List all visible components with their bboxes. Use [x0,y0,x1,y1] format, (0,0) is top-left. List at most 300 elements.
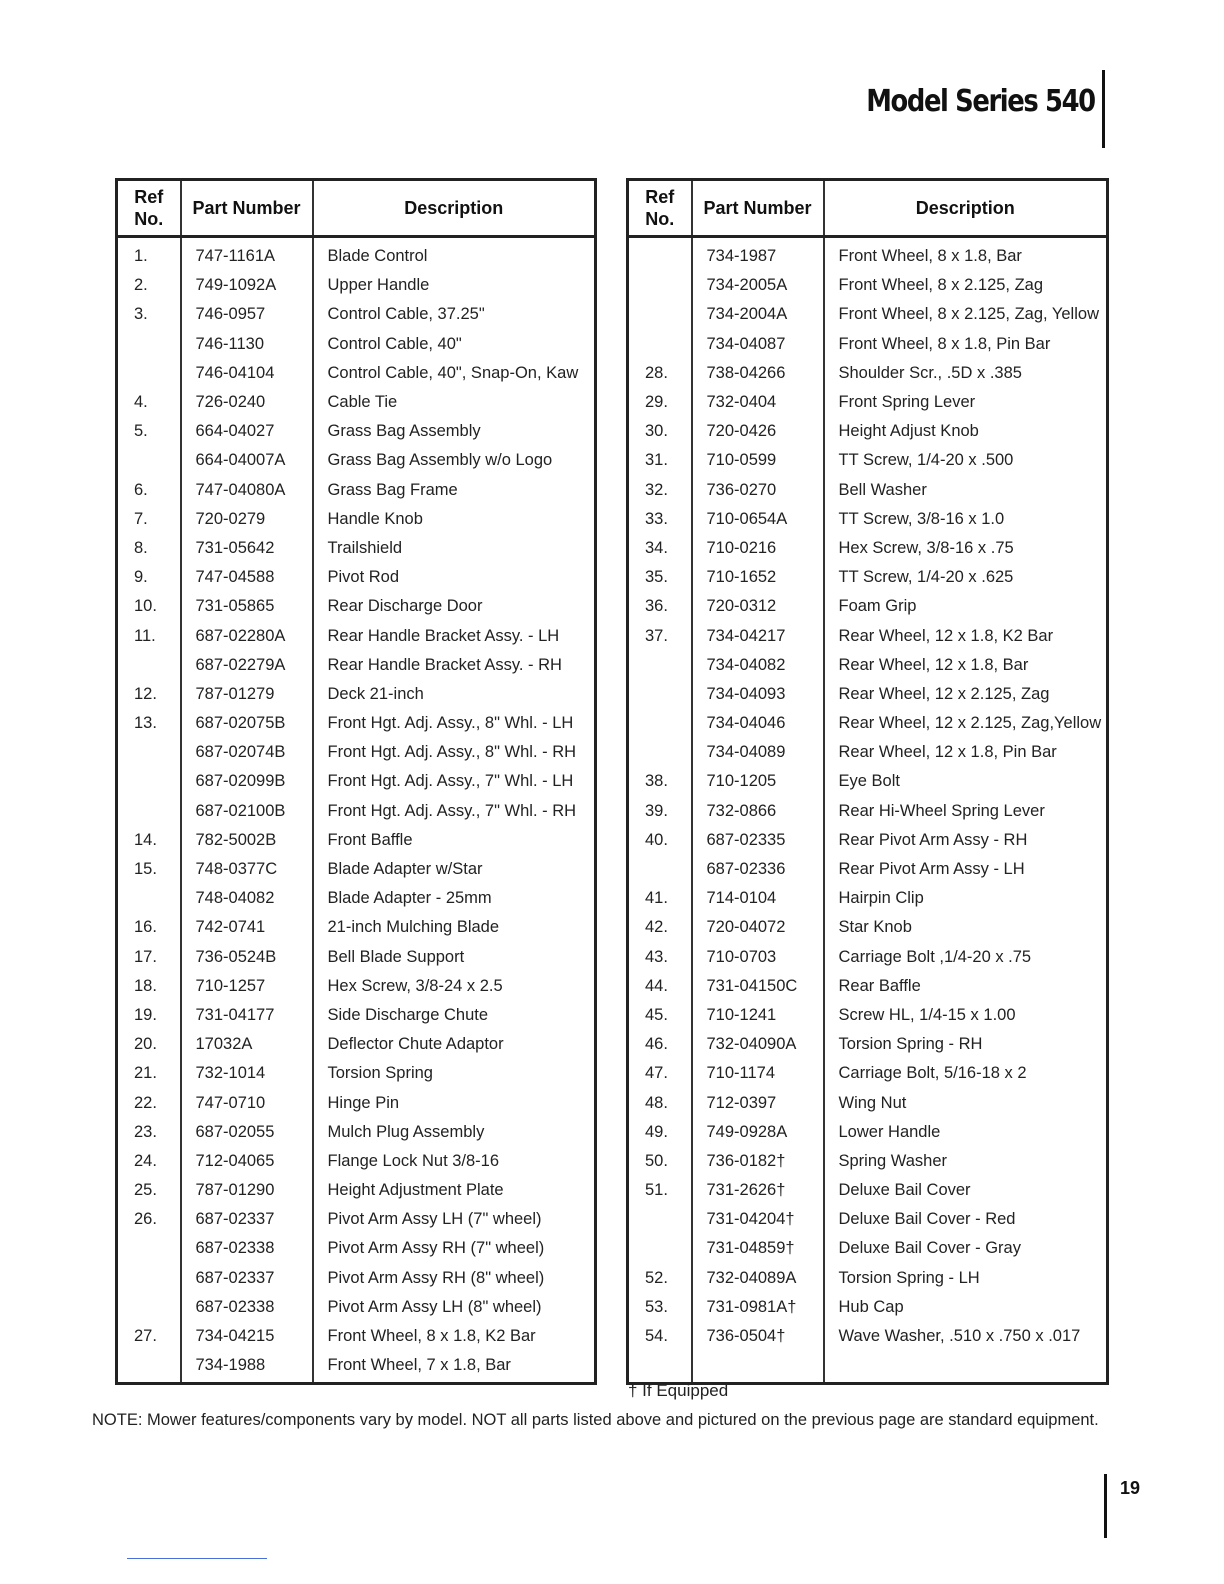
table-row [628,884,1108,913]
page-number: 19 [1120,1478,1141,1498]
part-number-cell: 710-0703 [692,943,824,972]
ref-number-cell [628,237,692,272]
ref-number-cell [628,300,692,329]
table-row [117,1351,596,1384]
part-number-cell: 664-04027 [181,417,313,446]
description-cell: Rear Handle Bracket Assy. - LH [313,621,596,650]
part-number-cell: 747-1161A [181,237,313,272]
table-row [628,1001,1108,1030]
description-cell: Rear Wheel, 12 x 2.125, Zag [824,680,1108,709]
ref-number-cell: 26. [134,1210,157,1229]
part-number-cell: 732-0404 [692,388,824,417]
ref-number-cell [117,1293,181,1322]
part-number-cell: 720-04072 [692,913,824,942]
description-cell: Deluxe Bail Cover - Gray [824,1234,1108,1263]
parts-table-right-body [628,237,1108,1384]
description-cell: Pivot Arm Assy LH (8" wheel) [313,1293,596,1322]
part-number-cell: 687-02280A [181,621,313,650]
table-row [628,1205,1108,1234]
ref-number-cell: 28. [645,363,668,382]
description-cell: TT Screw, 3/8-16 x 1.0 [824,505,1108,534]
table-row [628,417,1108,446]
table-row [117,563,596,592]
description-cell: Handle Knob [313,505,596,534]
table-row [628,1234,1108,1263]
ref-number-cell: 47. [645,1064,668,1083]
part-number-cell: 710-0216 [692,534,824,563]
part-number-cell: 736-0504† [692,1322,824,1351]
table-row [117,884,596,913]
description-cell: Rear Wheel, 12 x 1.8, K2 Bar [824,621,1108,650]
part-number-cell: 17032A [181,1030,313,1059]
description-cell: Bell Washer [824,476,1108,505]
part-number-cell: 687-02074B [181,738,313,767]
description-cell: Deck 21-inch [313,680,596,709]
table-row [117,1088,596,1117]
ref-number-cell: 46. [645,1035,668,1054]
part-number-cell: 687-02099B [181,767,313,796]
ref-number-cell: 17. [134,947,157,966]
title-divider [1102,70,1105,148]
table-row [628,913,1108,942]
part-number-cell: 732-1014 [181,1059,313,1088]
ref-number-cell: 34. [645,538,668,557]
description-cell: Side Discharge Chute [313,1001,596,1030]
table-row [117,237,596,272]
ref-number-cell [628,651,692,680]
ref-number-cell: 39. [645,801,668,820]
table-row [117,1001,596,1030]
description-cell: Control Cable, 40", Snap-On, Kaw [313,359,596,388]
description-cell: Foam Grip [824,592,1108,621]
ref-number-cell: 23. [134,1122,157,1141]
part-number-cell: 731-0981A† [692,1293,824,1322]
part-number-cell: 748-04082 [181,884,313,913]
part-number-cell: 734-04217 [692,621,824,650]
table-row [628,797,1108,826]
table-row [628,1030,1108,1059]
ref-number-cell: 37. [645,626,668,645]
description-cell: Rear Wheel, 12 x 1.8, Pin Bar [824,738,1108,767]
description-cell: Shoulder Scr., .5D x .385 [824,359,1108,388]
table-row [628,1118,1108,1147]
part-number-cell: 742-0741 [181,913,313,942]
ref-number-cell [117,884,181,913]
description-cell: Hub Cap [824,1293,1108,1322]
part-number-cell: 734-1987 [692,237,824,272]
ref-number-cell: 33. [645,509,668,528]
description-cell: Front Baffle [313,826,596,855]
part-number-cell: 734-04093 [692,680,824,709]
part-number-cell: 734-04089 [692,738,824,767]
part-number-cell: 687-02335 [692,826,824,855]
part-number-cell: 738-04266 [692,359,824,388]
table-row [628,1088,1108,1117]
part-number-cell: 710-0654A [692,505,824,534]
ref-number-cell: 7. [134,509,148,528]
table-header-row [628,180,1108,237]
table-row [117,738,596,767]
ref-number-cell: 43. [645,947,668,966]
part-number-cell: 734-2005A [692,271,824,300]
description-cell: Pivot Rod [313,563,596,592]
table-row [117,913,596,942]
ref-number-cell: 35. [645,568,668,587]
ref-number-cell [117,797,181,826]
table-row [628,1059,1108,1088]
description-cell: Rear Wheel, 12 x 1.8, Bar [824,651,1108,680]
ref-number-cell: 19. [134,1005,157,1024]
description-cell: Front Wheel, 8 x 2.125, Zag [824,271,1108,300]
ref-number-cell: 21. [134,1064,157,1083]
part-number-cell: 732-04089A [692,1264,824,1293]
part-number-cell: 731-04859† [692,1234,824,1263]
ref-number-cell [628,709,692,738]
table-row [117,1205,596,1234]
ref-number-cell [628,680,692,709]
part-number-cell: 787-01279 [181,680,313,709]
ref-number-cell: 18. [134,976,157,995]
table-row [117,826,596,855]
description-cell: Rear Handle Bracket Assy. - RH [313,651,596,680]
description-cell: Rear Baffle [824,972,1108,1001]
table-row [117,1322,596,1351]
part-number-cell: 747-0710 [181,1088,313,1117]
part-number-cell: 734-04082 [692,651,824,680]
description-cell: Hairpin Clip [824,884,1108,913]
description-cell: Front Hgt. Adj. Assy., 7" Whl. - RH [313,797,596,826]
description-cell: Spring Washer [824,1147,1108,1176]
part-number-cell: 710-1652 [692,563,824,592]
ref-number-cell: 42. [645,918,668,937]
description-cell: Blade Adapter - 25mm [313,884,596,913]
table-row [117,1147,596,1176]
table-row [628,738,1108,767]
description-cell: Deflector Chute Adaptor [313,1030,596,1059]
ref-number-cell [628,1234,692,1263]
table-row [628,1322,1108,1351]
ref-number-cell: 4. [134,393,148,412]
part-number-cell: 782-5002B [181,826,313,855]
table-row [628,1264,1108,1293]
column-header-part-number: Part Number [181,180,313,237]
table-row [117,972,596,1001]
description-cell: Rear Pivot Arm Assy - LH [824,855,1108,884]
part-number-cell: 710-1205 [692,767,824,796]
ref-number-cell: 54. [645,1327,668,1346]
table-row [628,592,1108,621]
description-cell: Front Wheel, 8 x 1.8, Bar [824,237,1108,272]
ref-number-cell: 13. [134,714,157,733]
part-number-cell: 746-0957 [181,300,313,329]
ref-number-cell: 38. [645,772,668,791]
description-cell: Hex Screw, 3/8-16 x .75 [824,534,1108,563]
table-row [117,534,596,563]
part-number-cell: 749-0928A [692,1118,824,1147]
description-cell: TT Screw, 1/4-20 x .500 [824,446,1108,475]
table-row [628,1176,1108,1205]
part-number-cell: 736-0182† [692,1147,824,1176]
table-row [117,1118,596,1147]
table-row [117,709,596,738]
table-row [628,855,1108,884]
footnote: † If Equipped [628,1381,729,1400]
ref-number-cell: 50. [645,1151,668,1170]
table-row [117,1234,596,1263]
table-row [117,621,596,650]
part-number-cell: 687-02336 [692,855,824,884]
ref-number-cell: 2. [134,276,148,295]
part-number-cell: 748-0377C [181,855,313,884]
description-cell: Front Hgt. Adj. Assy., 8" Whl. - LH [313,709,596,738]
table-row [117,476,596,505]
part-number-cell: 710-0599 [692,446,824,475]
ref-number-cell: 45. [645,1005,668,1024]
ref-number-cell [628,330,692,359]
description-cell: Front Spring Lever [824,388,1108,417]
ref-number-cell: 6. [134,480,148,499]
description-cell: Hex Screw, 3/8-24 x 2.5 [313,972,596,1001]
hyperlink-underline[interactable] [127,1558,267,1559]
ref-number-cell: 3. [134,305,148,324]
part-number-cell: 746-1130 [181,330,313,359]
ref-number-cell: 24. [134,1151,157,1170]
description-cell: Carriage Bolt ,1/4-20 x .75 [824,943,1108,972]
ref-number-cell: 14. [134,830,157,849]
parts-table-left-body [117,237,596,1384]
part-number-cell: 736-0524B [181,943,313,972]
description-cell: Carriage Bolt, 5/16-18 x 2 [824,1059,1108,1088]
description-cell: Pivot Arm Assy LH (7" wheel) [313,1205,596,1234]
part-number-cell [692,1351,824,1384]
description-cell: Blade Control [313,237,596,272]
table-row [117,300,596,329]
ref-number-cell: 29. [645,393,668,412]
description-cell: Flange Lock Nut 3/8-16 [313,1147,596,1176]
description-cell: Front Wheel, 8 x 2.125, Zag, Yellow [824,300,1108,329]
part-number-cell: 720-0426 [692,417,824,446]
ref-number-cell [628,738,692,767]
description-cell: 21-inch Mulching Blade [313,913,596,942]
table-row [117,767,596,796]
table-row [628,621,1108,650]
description-cell: Hinge Pin [313,1088,596,1117]
part-number-cell: 712-0397 [692,1088,824,1117]
description-cell: Star Knob [824,913,1108,942]
ref-number-cell: 22. [134,1093,157,1112]
part-number-cell: 734-1988 [181,1351,313,1384]
ref-number-cell: 53. [645,1297,668,1316]
description-cell: Pivot Arm Assy RH (8" wheel) [313,1264,596,1293]
part-number-cell: 747-04588 [181,563,313,592]
column-header-ref: Ref No. [628,180,692,237]
table-row [117,797,596,826]
table-row [117,1293,596,1322]
table-row [628,534,1108,563]
equipment-note: NOTE: Mower features/components vary by model. NOT all parts listed above and pictured on the previous page are standard equipment. [92,1411,1099,1429]
description-cell [824,1351,1108,1384]
description-cell: Rear Discharge Door [313,592,596,621]
part-number-cell: 747-04080A [181,476,313,505]
table-row [628,1147,1108,1176]
ref-number-cell [117,1264,181,1293]
table-row [628,476,1108,505]
ref-number-cell: 10. [134,597,157,616]
part-number-cell: 731-04204† [692,1205,824,1234]
ref-number-cell: 40. [645,830,668,849]
part-number-cell: 734-04046 [692,709,824,738]
table-row [628,1351,1108,1384]
ref-number-cell: 16. [134,918,157,937]
description-cell: Front Wheel, 7 x 1.8, Bar [313,1351,596,1384]
description-cell: Height Adjust Knob [824,417,1108,446]
description-cell: Control Cable, 37.25" [313,300,596,329]
table-row [117,271,596,300]
description-cell: Rear Hi-Wheel Spring Lever [824,797,1108,826]
ref-number-cell [117,738,181,767]
table-row [628,237,1108,272]
description-cell: Grass Bag Assembly w/o Logo [313,446,596,475]
table-row [628,563,1108,592]
description-cell: Rear Pivot Arm Assy - RH [824,826,1108,855]
ref-number-cell: 44. [645,976,668,995]
ref-number-cell: 52. [645,1268,668,1287]
ref-number-cell: 30. [645,422,668,441]
column-header-description: Description [313,180,596,237]
part-number-cell: 734-04215 [181,1322,313,1351]
table-row [628,446,1108,475]
part-number-cell: 687-02338 [181,1234,313,1263]
ref-number-cell [628,1351,692,1384]
ref-number-cell: 20. [134,1035,157,1054]
part-number-cell: 726-0240 [181,388,313,417]
description-cell: Grass Bag Frame [313,476,596,505]
description-cell: Wing Nut [824,1088,1108,1117]
ref-number-cell: 41. [645,889,668,908]
table-row [628,300,1108,329]
ref-number-cell: 12. [134,684,157,703]
parts-table-left [115,178,597,1385]
part-number-cell: 732-04090A [692,1030,824,1059]
ref-number-cell: 27. [134,1327,157,1346]
part-number-cell: 731-04150C [692,972,824,1001]
page-number-divider [1104,1474,1107,1538]
table-row [628,709,1108,738]
table-row [117,651,596,680]
part-number-cell: 732-0866 [692,797,824,826]
table-row [117,1030,596,1059]
ref-number-cell [117,359,181,388]
part-number-cell: 787-01290 [181,1176,313,1205]
table-row [628,330,1108,359]
part-number-cell: 687-02279A [181,651,313,680]
table-row [117,330,596,359]
description-cell: Mulch Plug Assembly [313,1118,596,1147]
table-row [117,1264,596,1293]
part-number-cell: 710-1257 [181,972,313,1001]
column-header-description: Description [824,180,1108,237]
ref-number-cell: 48. [645,1093,668,1112]
description-cell: TT Screw, 1/4-20 x .625 [824,563,1108,592]
part-number-cell: 710-1241 [692,1001,824,1030]
part-number-cell: 712-04065 [181,1147,313,1176]
ref-number-cell: 36. [645,597,668,616]
description-cell: Torsion Spring - LH [824,1264,1108,1293]
ref-number-cell: 15. [134,860,157,879]
ref-number-cell: 1. [134,247,148,266]
ref-number-cell: 8. [134,538,148,557]
description-cell: Pivot Arm Assy RH (7" wheel) [313,1234,596,1263]
part-number-cell: 710-1174 [692,1059,824,1088]
table-row [628,680,1108,709]
part-number-cell: 731-2626† [692,1176,824,1205]
ref-number-cell [628,855,692,884]
description-cell: Torsion Spring [313,1059,596,1088]
table-header-row [117,180,596,237]
table-row [117,855,596,884]
part-number-cell: 731-04177 [181,1001,313,1030]
ref-number-cell [117,446,181,475]
part-number-cell: 687-02337 [181,1205,313,1234]
description-cell: Deluxe Bail Cover [824,1176,1108,1205]
description-cell: Screw HL, 1/4-15 x 1.00 [824,1001,1108,1030]
ref-number-cell [117,651,181,680]
ref-number-cell: 49. [645,1122,668,1141]
table-row [117,417,596,446]
table-row [628,972,1108,1001]
ref-number-cell: 51. [645,1181,668,1200]
part-number-cell: 714-0104 [692,884,824,913]
description-cell: Eye Bolt [824,767,1108,796]
description-cell: Cable Tie [313,388,596,417]
ref-number-cell: 32. [645,480,668,499]
ref-number-cell [117,767,181,796]
ref-number-cell: 9. [134,568,148,587]
table-row [117,592,596,621]
table-row [628,826,1108,855]
part-number-cell: 687-02075B [181,709,313,738]
part-number-cell: 720-0312 [692,592,824,621]
table-row [117,446,596,475]
ref-number-cell [117,330,181,359]
ref-number-cell: 5. [134,422,148,441]
table-row [628,505,1108,534]
part-number-cell: 746-04104 [181,359,313,388]
description-cell: Front Wheel, 8 x 1.8, K2 Bar [313,1322,596,1351]
part-number-cell: 664-04007A [181,446,313,475]
part-number-cell: 687-02338 [181,1293,313,1322]
table-row [117,1059,596,1088]
part-number-cell: 687-02100B [181,797,313,826]
table-row [117,680,596,709]
table-row [628,359,1108,388]
ref-number-cell: 31. [645,451,668,470]
table-row [628,943,1108,972]
part-number-cell: 734-2004A [692,300,824,329]
column-header-ref: Ref No. [117,180,181,237]
description-cell: Torsion Spring - RH [824,1030,1108,1059]
table-row [117,388,596,417]
description-cell: Grass Bag Assembly [313,417,596,446]
description-cell: Bell Blade Support [313,943,596,972]
description-cell: Control Cable, 40" [313,330,596,359]
page-title: Model Series 540 [866,84,1095,119]
part-number-cell: 731-05642 [181,534,313,563]
table-row [628,1293,1108,1322]
table-row [117,1176,596,1205]
ref-number-cell [628,271,692,300]
table-row [628,767,1108,796]
